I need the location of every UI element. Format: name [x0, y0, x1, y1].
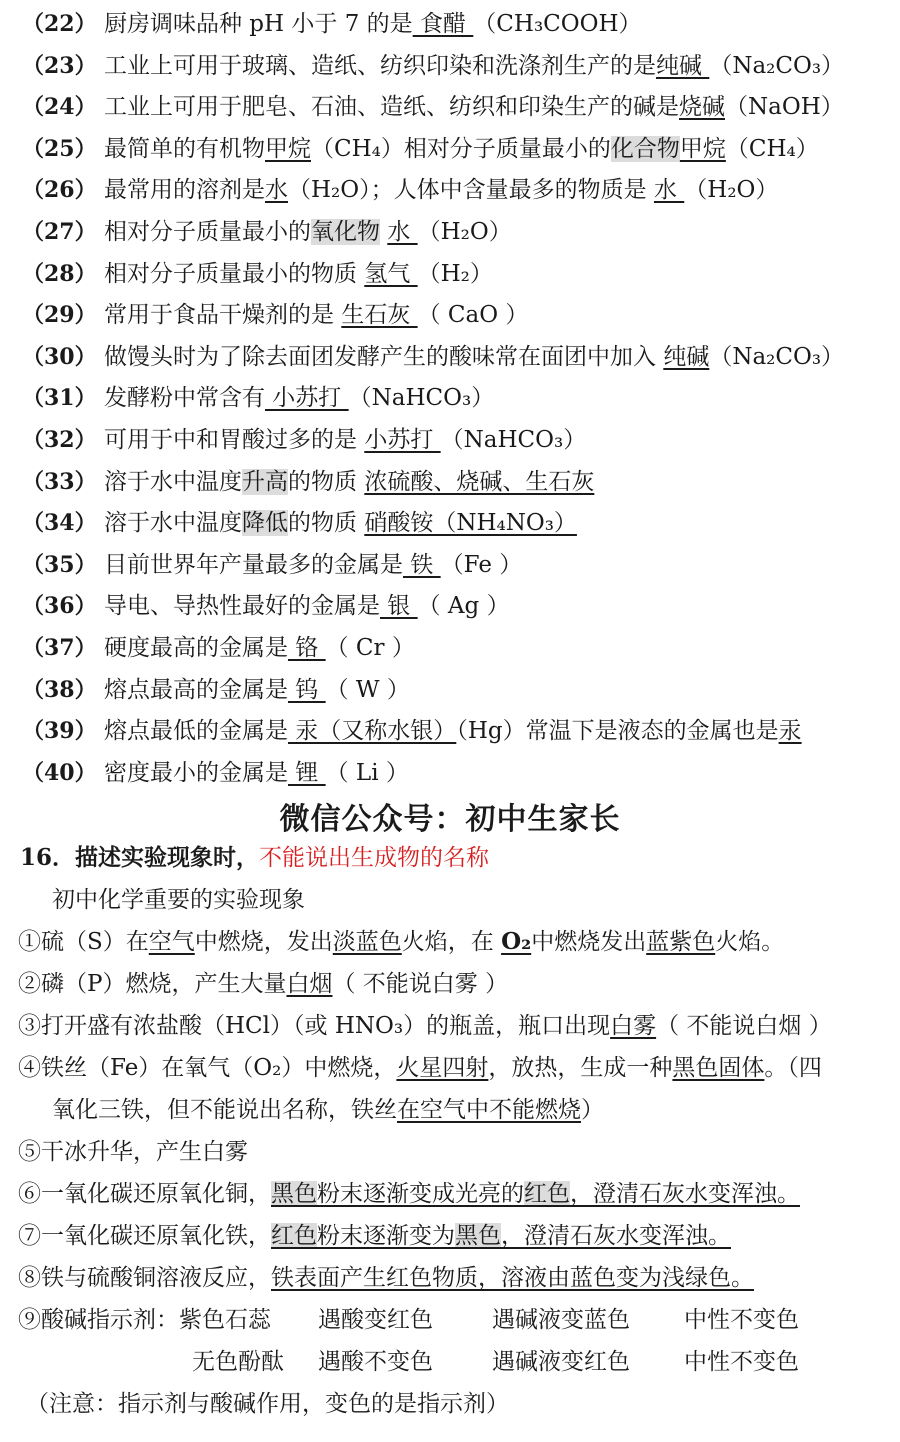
item-text: 相对分子质量最小的物质 氢气 （H₂）: [104, 261, 493, 287]
subtitle: 初中化学重要的实验现象: [52, 887, 305, 913]
item-text: 熔点最高的金属是 钨 （ W ）: [104, 677, 410, 703]
item-number: （38）: [22, 677, 97, 703]
item-text: 最常用的溶剂是水（H₂O）；人体中含量最多的物质是 水 （H₂O）: [104, 177, 779, 203]
phenomenon-2: ②磷（P）燃烧，产生大量白烟（ 不能说白雾 ）: [18, 971, 509, 997]
litmus-acid: 遇酸变红色: [318, 1307, 433, 1333]
item-number: （24）: [22, 94, 97, 120]
watermark: 微信公众号：初中生家长: [279, 802, 621, 837]
item-number: （31）: [22, 385, 97, 411]
item-text: 溶于水中温度升高的物质 浓硫酸、烧碱、生石灰: [104, 469, 595, 495]
item-text: 常用于食品干燥剂的是 生石灰 （ CaO ）: [104, 302, 529, 328]
item-number: （30）: [22, 344, 97, 370]
phenol-acid: 遇酸不变色: [318, 1349, 433, 1375]
item-text: 溶于水中温度降低的物质 硝酸铵（NH₄NO₃）: [104, 510, 577, 536]
item-number: （28）: [22, 261, 97, 287]
item-number: （27）: [22, 219, 97, 245]
item-number: （40）: [22, 760, 97, 786]
item-text: 做馒头时为了除去面团发酵产生的酸味常在面团中加入 纯碱（Na₂CO₃）: [104, 344, 845, 370]
indicator-label-phenolphthalein: 无色酚酞: [192, 1349, 284, 1375]
item-number: （26）: [22, 177, 97, 203]
item-text: 熔点最低的金属是 汞（又称水银）（Hg）常温下是液态的金属也是汞: [104, 718, 802, 744]
item-number: （34）: [22, 510, 97, 536]
litmus-base: 遇碱液变蓝色: [492, 1307, 630, 1333]
litmus-neutral: 中性不变色: [684, 1307, 799, 1333]
item-text: 最简单的有机物甲烷（CH₄）相对分子质量最小的化合物甲烷（CH₄）: [104, 136, 819, 162]
item-text: 密度最小的金属是 锂 （ Li ）: [104, 760, 409, 786]
item-text: 可用于中和胃酸过多的是 小苏打 （NaHCO₃）: [104, 427, 587, 453]
item-number: （32）: [22, 427, 97, 453]
item-text: 工业上可用于玻璃、造纸、纺织印染和洗涤剂生产的是纯碱 （Na₂CO₃）: [104, 53, 845, 79]
section-16-heading: 16．描述实验现象时，不能说出生成物的名称: [20, 844, 490, 871]
phenol-neutral: 中性不变色: [684, 1349, 799, 1375]
item-text: 相对分子质量最小的氧化物 水 （H₂O）: [104, 219, 512, 245]
phenomenon-6: ⑥一氧化碳还原氧化铜，黑色粉末逐渐变成光亮的红色，澄清石灰水变浑浊。: [18, 1181, 800, 1207]
indicator-label-litmus: ⑨酸碱指示剂：紫色石蕊: [18, 1307, 271, 1333]
item-text: 目前世界年产量最多的金属是 铁 （Fe ）: [104, 552, 523, 578]
phenomenon-3: ③打开盛有浓盐酸（HCl）（或 HNO₃）的瓶盖，瓶口出现白雾（ 不能说白烟 ）: [18, 1013, 832, 1039]
note: （注意：指示剂与酸碱作用，变色的是指示剂）: [26, 1391, 509, 1417]
item-number: （25）: [22, 136, 97, 162]
item-text: 硬度最高的金属是 铬 （ Cr ）: [104, 635, 415, 661]
item-number: （23）: [22, 53, 97, 79]
phenomenon-1: ①硫（S）在空气中燃烧，发出淡蓝色火焰，在 O₂中燃烧发出蓝紫色火焰。: [18, 928, 785, 955]
item-text: 工业上可用于肥皂、石油、造纸、纺织和印染生产的碱是烧碱（NaOH）: [104, 94, 844, 120]
phenomenon-8: ⑧铁与硫酸铜溶液反应，铁表面产生红色物质，溶液由蓝色变为浅绿色。: [18, 1265, 754, 1291]
item-number: （22）: [22, 11, 97, 37]
item-number: （35）: [22, 552, 97, 578]
item-number: （29）: [22, 302, 97, 328]
phenomenon-4-cont: 氧化三铁，但不能说出名称，铁丝在空气中不能燃烧）: [52, 1097, 604, 1123]
item-text: 导电、导热性最好的金属是 银 （ Ag ）: [104, 593, 510, 619]
phenol-base: 遇碱液变红色: [492, 1349, 630, 1375]
phenomenon-5: ⑤干冰升华，产生白雾: [18, 1139, 248, 1165]
item-number: （39）: [22, 718, 97, 744]
phenomenon-4: ④铁丝（Fe）在氧气（O₂）中燃烧，火星四射，放热，生成一种黑色固体。（四: [18, 1055, 822, 1081]
phenomenon-7: ⑦一氧化碳还原氧化铁，红色粉末逐渐变为黑色，澄清石灰水变浑浊。: [18, 1223, 731, 1249]
item-number: （37）: [22, 635, 97, 661]
item-text: 厨房调味品种 pH 小于 7 的是 食醋 （CH₃COOH）: [104, 11, 642, 37]
item-number: （36）: [22, 593, 97, 619]
item-text: 发酵粉中常含有 小苏打 （NaHCO₃）: [104, 385, 495, 411]
item-number: （33）: [22, 469, 97, 495]
